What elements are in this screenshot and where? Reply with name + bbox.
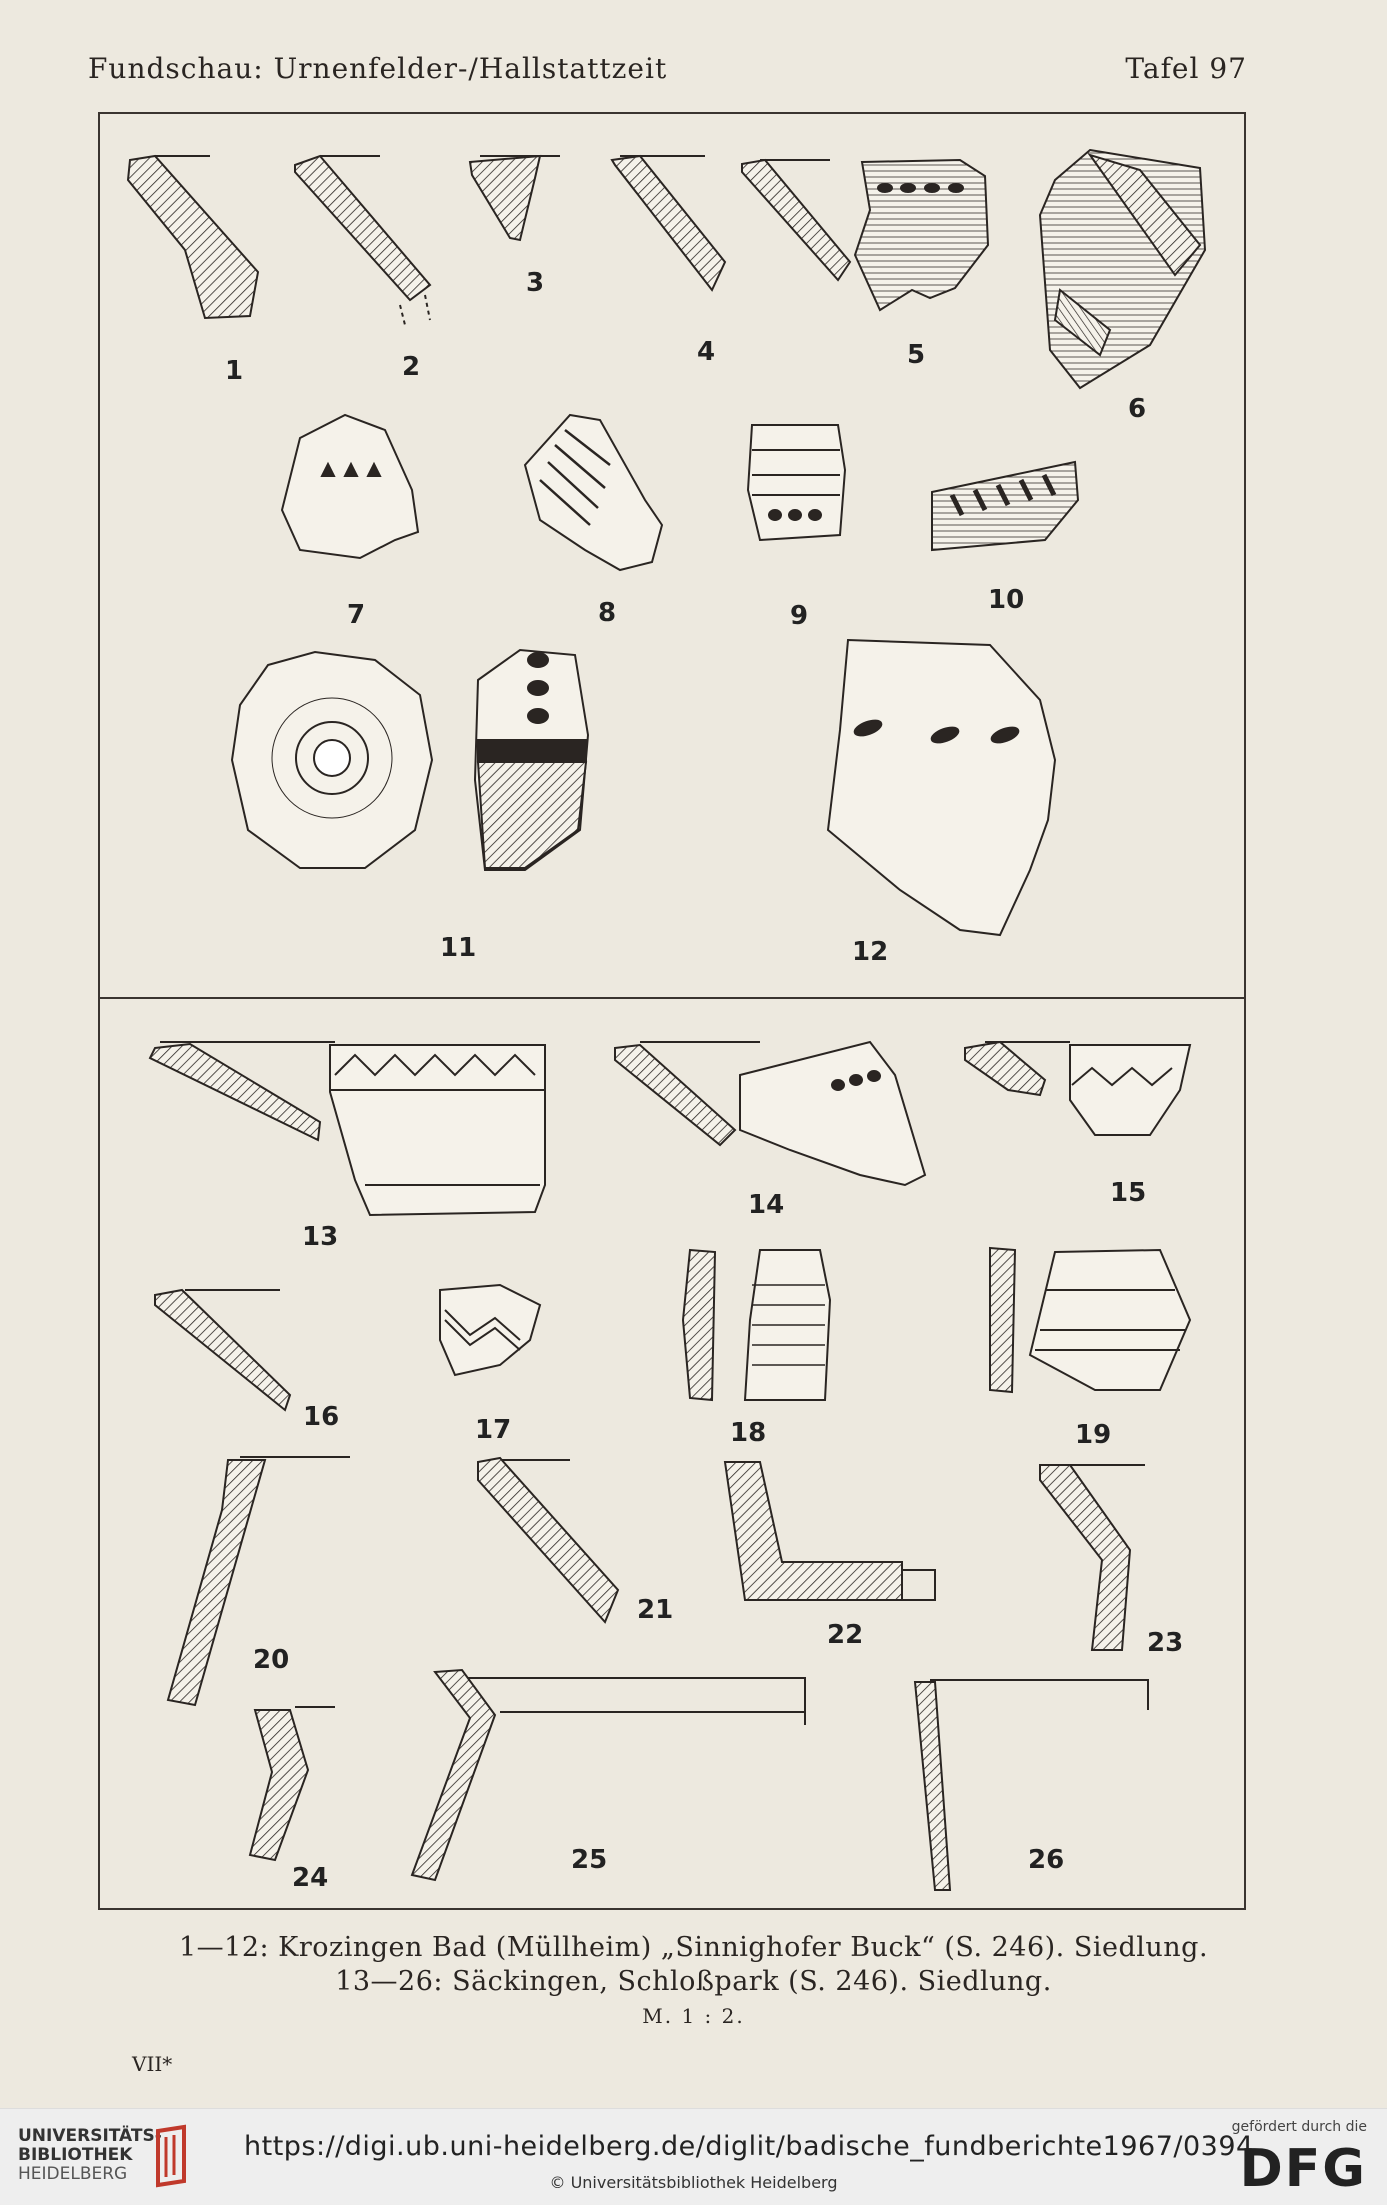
sherd-20 bbox=[168, 1460, 265, 1705]
figure-number: 3 bbox=[526, 268, 545, 298]
funding-label: gefördert durch die bbox=[1231, 2119, 1367, 2135]
figure-number: 9 bbox=[790, 601, 809, 631]
figure-number: 1 bbox=[225, 356, 244, 386]
figure-number: 16 bbox=[303, 1402, 340, 1432]
figure-number: 23 bbox=[1147, 1628, 1184, 1658]
sherd-10 bbox=[932, 462, 1078, 550]
figure-number: 11 bbox=[440, 933, 477, 963]
sherd-13 bbox=[330, 1045, 545, 1215]
running-header-title: Fundschau: Urnenfelder-/Hallstattzeit bbox=[88, 52, 668, 85]
sherd-19 bbox=[1030, 1250, 1190, 1390]
figure-number: 4 bbox=[697, 337, 716, 367]
sherd-22 bbox=[725, 1462, 902, 1600]
sherd-25 bbox=[412, 1670, 495, 1880]
sherd-16 bbox=[155, 1290, 290, 1410]
sherd-3 bbox=[470, 156, 540, 240]
sherd-13-profile bbox=[150, 1044, 320, 1140]
sherd-1 bbox=[128, 156, 258, 318]
figure-number: 17 bbox=[475, 1415, 512, 1445]
figure-number: 5 bbox=[907, 340, 926, 370]
figure-number: 24 bbox=[292, 1863, 329, 1893]
caption-line-2: 13—26: Säckingen, Schloßpark (S. 246). Siedlung. bbox=[335, 1966, 1052, 1997]
figure-number: 21 bbox=[637, 1595, 674, 1625]
figure-number: 25 bbox=[571, 1845, 608, 1875]
sherd-9 bbox=[748, 425, 845, 540]
plate-number: Tafel 97 bbox=[1125, 52, 1247, 85]
sherd-7 bbox=[282, 415, 418, 558]
sherd-21 bbox=[478, 1458, 618, 1622]
figure-number: 15 bbox=[1110, 1178, 1147, 1208]
sherd-14 bbox=[740, 1042, 925, 1185]
signature-mark: VII* bbox=[132, 2052, 173, 2076]
figure-number: 22 bbox=[827, 1620, 864, 1650]
sherd-2 bbox=[295, 156, 430, 300]
figure-number: 26 bbox=[1028, 1845, 1065, 1875]
figure-number: 19 bbox=[1075, 1420, 1112, 1450]
sherd-23 bbox=[1040, 1465, 1130, 1650]
footer-bar bbox=[0, 2108, 1387, 2205]
page-url-link[interactable]: https://digi.ub.uni-heidelberg.de/diglit/badische_fundberichte1967/0394 bbox=[244, 2131, 1254, 2162]
sherd-19-profile bbox=[990, 1248, 1015, 1392]
figure-number: 13 bbox=[302, 1222, 339, 1252]
sherd-26 bbox=[915, 1682, 950, 1890]
figure-number: 2 bbox=[402, 352, 421, 382]
sherd-8 bbox=[525, 415, 662, 570]
funder-logo[interactable]: DFG bbox=[1239, 2139, 1367, 2199]
figure-number: 20 bbox=[253, 1645, 290, 1675]
figure-number: 6 bbox=[1128, 394, 1147, 424]
figure-number: 14 bbox=[748, 1190, 785, 1220]
figure-number: 18 bbox=[730, 1418, 767, 1448]
sherd-15 bbox=[1070, 1045, 1190, 1135]
sherd-4 bbox=[612, 156, 725, 290]
sherd-12 bbox=[828, 640, 1055, 935]
figure-number: 12 bbox=[852, 937, 889, 967]
sherd-24 bbox=[250, 1710, 308, 1860]
sherd-15-profile bbox=[965, 1042, 1045, 1095]
figure-number: 8 bbox=[598, 598, 617, 628]
caption-line-1: 1—12: Krozingen Bad (Müllheim) „Sinnighofer Buck“ (S. 246). Siedlung. bbox=[178, 1932, 1209, 1963]
figure-number: 7 bbox=[347, 600, 366, 630]
sherd-14-profile bbox=[615, 1045, 735, 1145]
scale-note: M. 1 : 2. bbox=[642, 2004, 745, 2028]
copyright-text: © Universitätsbibliothek Heidelberg bbox=[549, 2173, 838, 2192]
figure-number: 10 bbox=[988, 585, 1025, 615]
sherd-4b bbox=[742, 160, 850, 280]
sherd-18-profile bbox=[683, 1250, 715, 1400]
library-name[interactable]: UNIVERSITÄTS- BIBLIOTHEK HEIDELBERG bbox=[18, 2126, 162, 2184]
sherd-5 bbox=[855, 160, 988, 310]
